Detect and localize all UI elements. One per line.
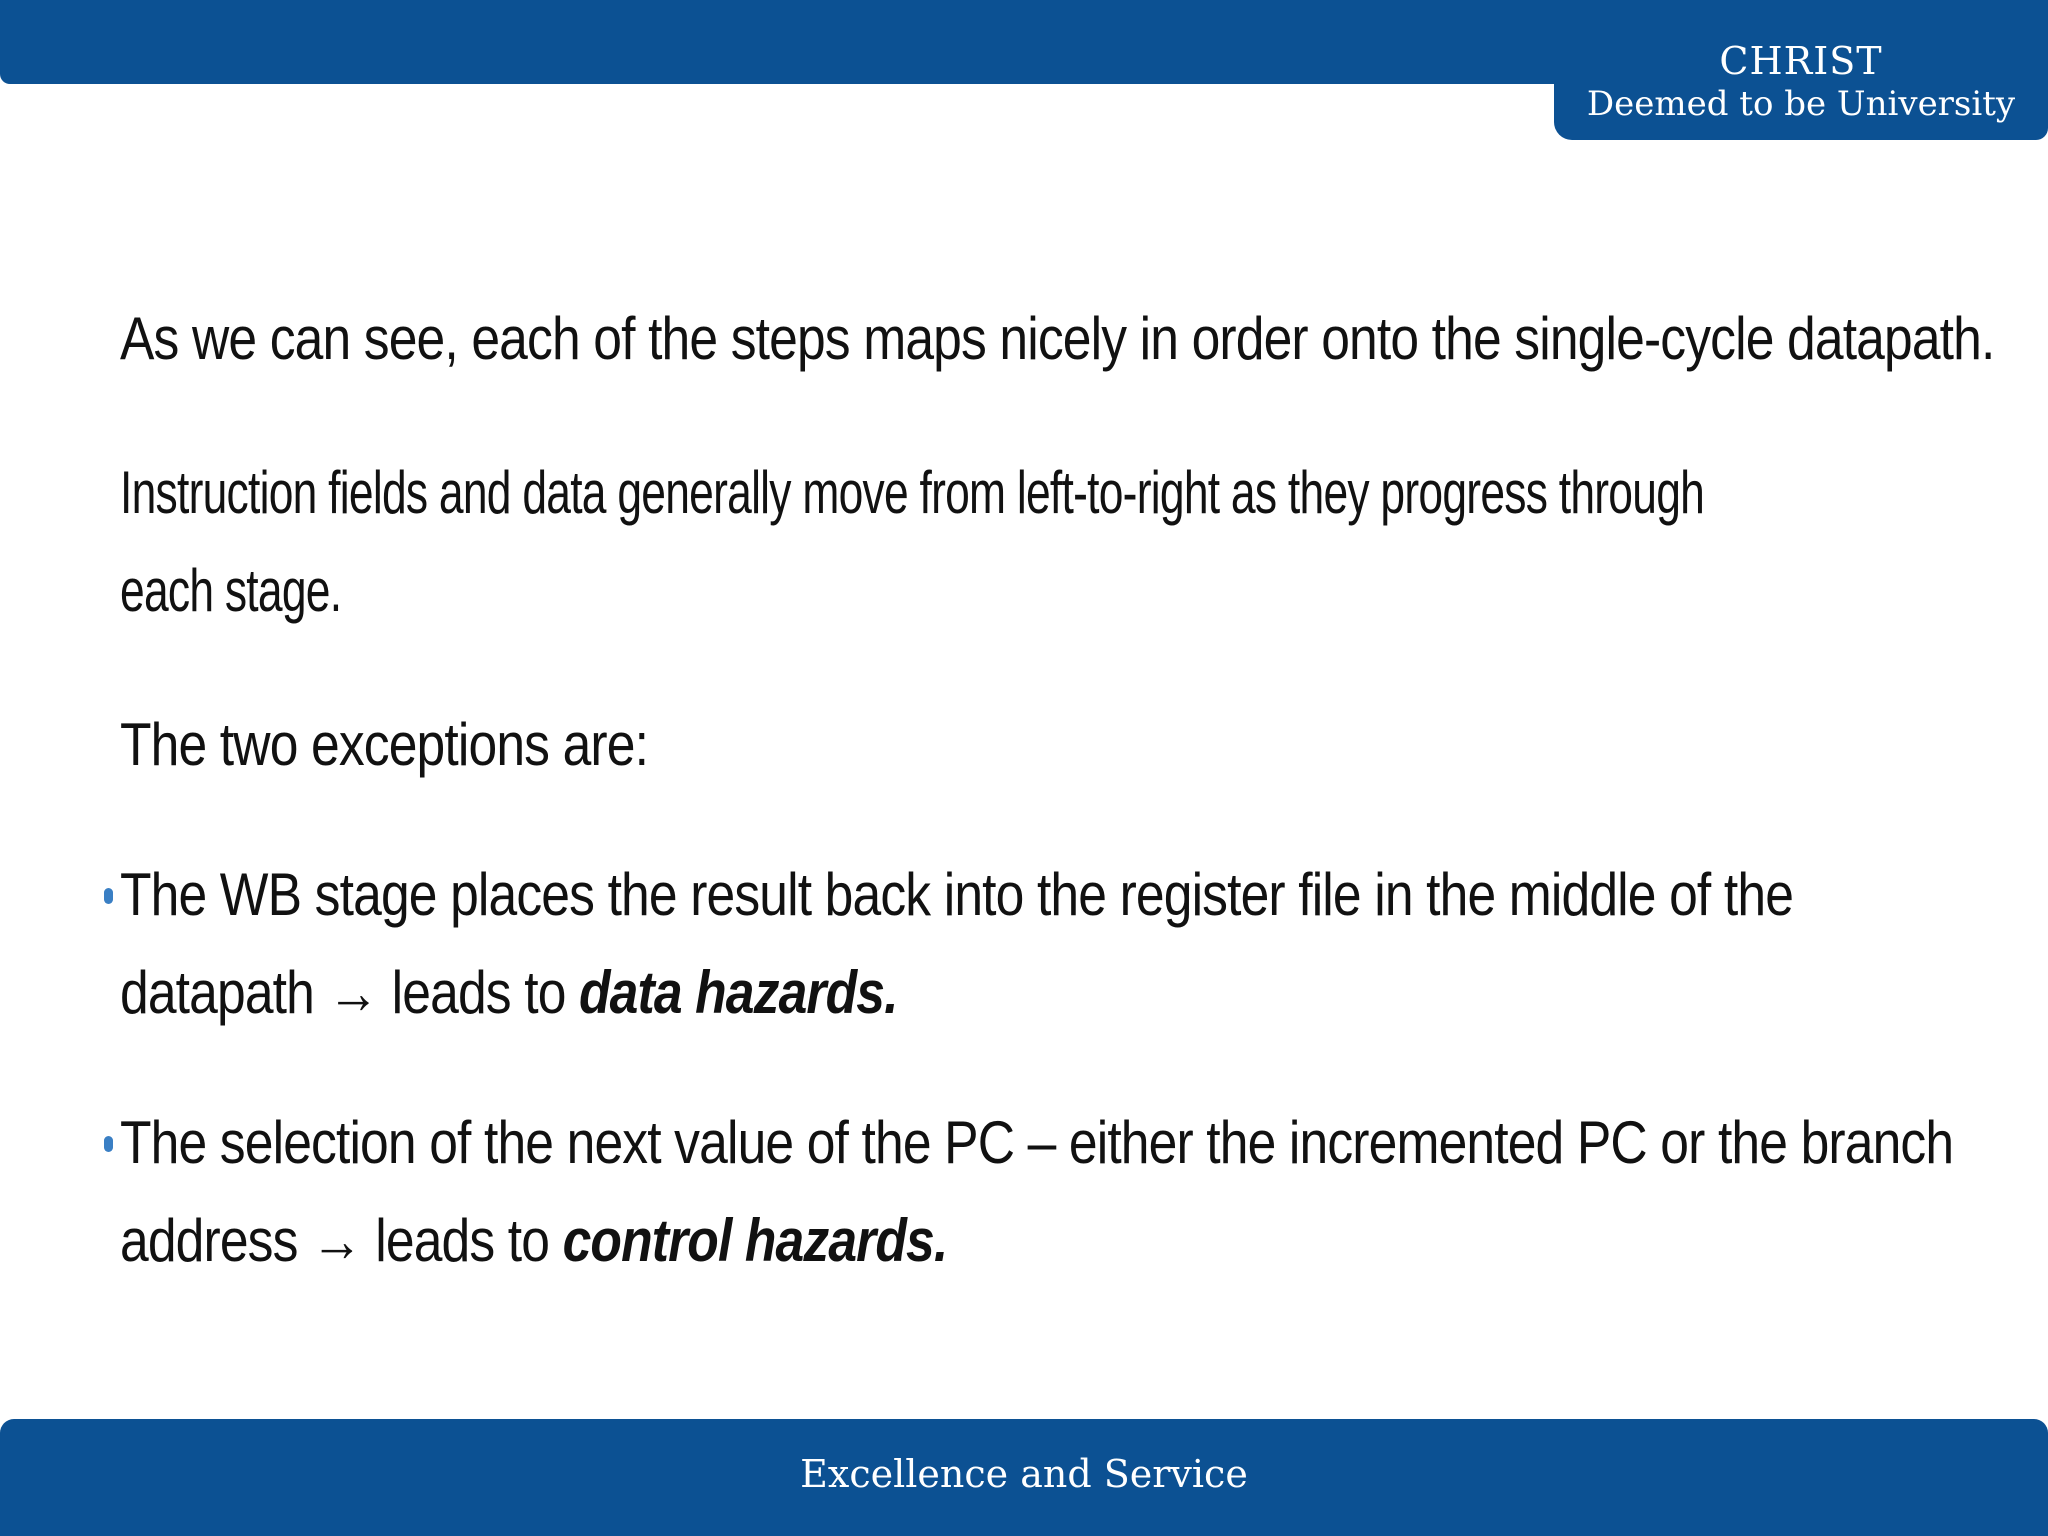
bullet-text	[120, 1094, 1954, 1290]
bullet-line-mid: leads to	[391, 959, 566, 1026]
bullet-line-prefix: datapath	[120, 959, 314, 1026]
control-hazards-term: control hazards.	[562, 1207, 948, 1274]
bullet-line	[120, 1192, 1582, 1290]
arrow-icon: →	[327, 959, 379, 1026]
paragraph-line: Instruction fields and data generally move from left-to-right as they progress through	[120, 459, 1705, 526]
bullet-line	[120, 944, 1582, 1042]
university-brand	[1554, 0, 2048, 140]
brand-tagline: Deemed to be University	[1586, 84, 2016, 124]
paragraph-left-to-right	[120, 444, 1705, 640]
paragraph-line: each stage.	[120, 557, 342, 624]
arrow-icon: →	[311, 1207, 362, 1274]
bullet-icon	[104, 1136, 113, 1152]
bullet-line-prefix: address	[120, 1207, 298, 1274]
bullet-line: The selection of the next value of the PC – either the incremented PC or the branch	[120, 1109, 1954, 1176]
data-hazards-term: data hazards.	[579, 959, 898, 1026]
bullet-text	[120, 846, 1820, 1042]
bullet-icon	[104, 888, 113, 904]
paragraph-datapath-mapping: As we can see, each of the steps maps nicely in order onto the single-cycle datapath.	[120, 305, 1995, 372]
bullet-line-mid: leads to	[375, 1207, 550, 1274]
slide-body	[120, 290, 1995, 1290]
bullet-data-hazards	[120, 846, 1820, 1042]
paragraph-exceptions: The two exceptions are:	[120, 711, 649, 778]
bullet-control-hazards	[120, 1094, 1954, 1290]
brand-name: CHRIST	[1719, 39, 1883, 83]
bullet-line: The WB stage places the result back into the register file in the middle of the	[120, 861, 1794, 928]
footer-motto: Excellence and Service	[800, 1452, 1248, 1496]
footer-bar	[0, 1419, 2048, 1536]
